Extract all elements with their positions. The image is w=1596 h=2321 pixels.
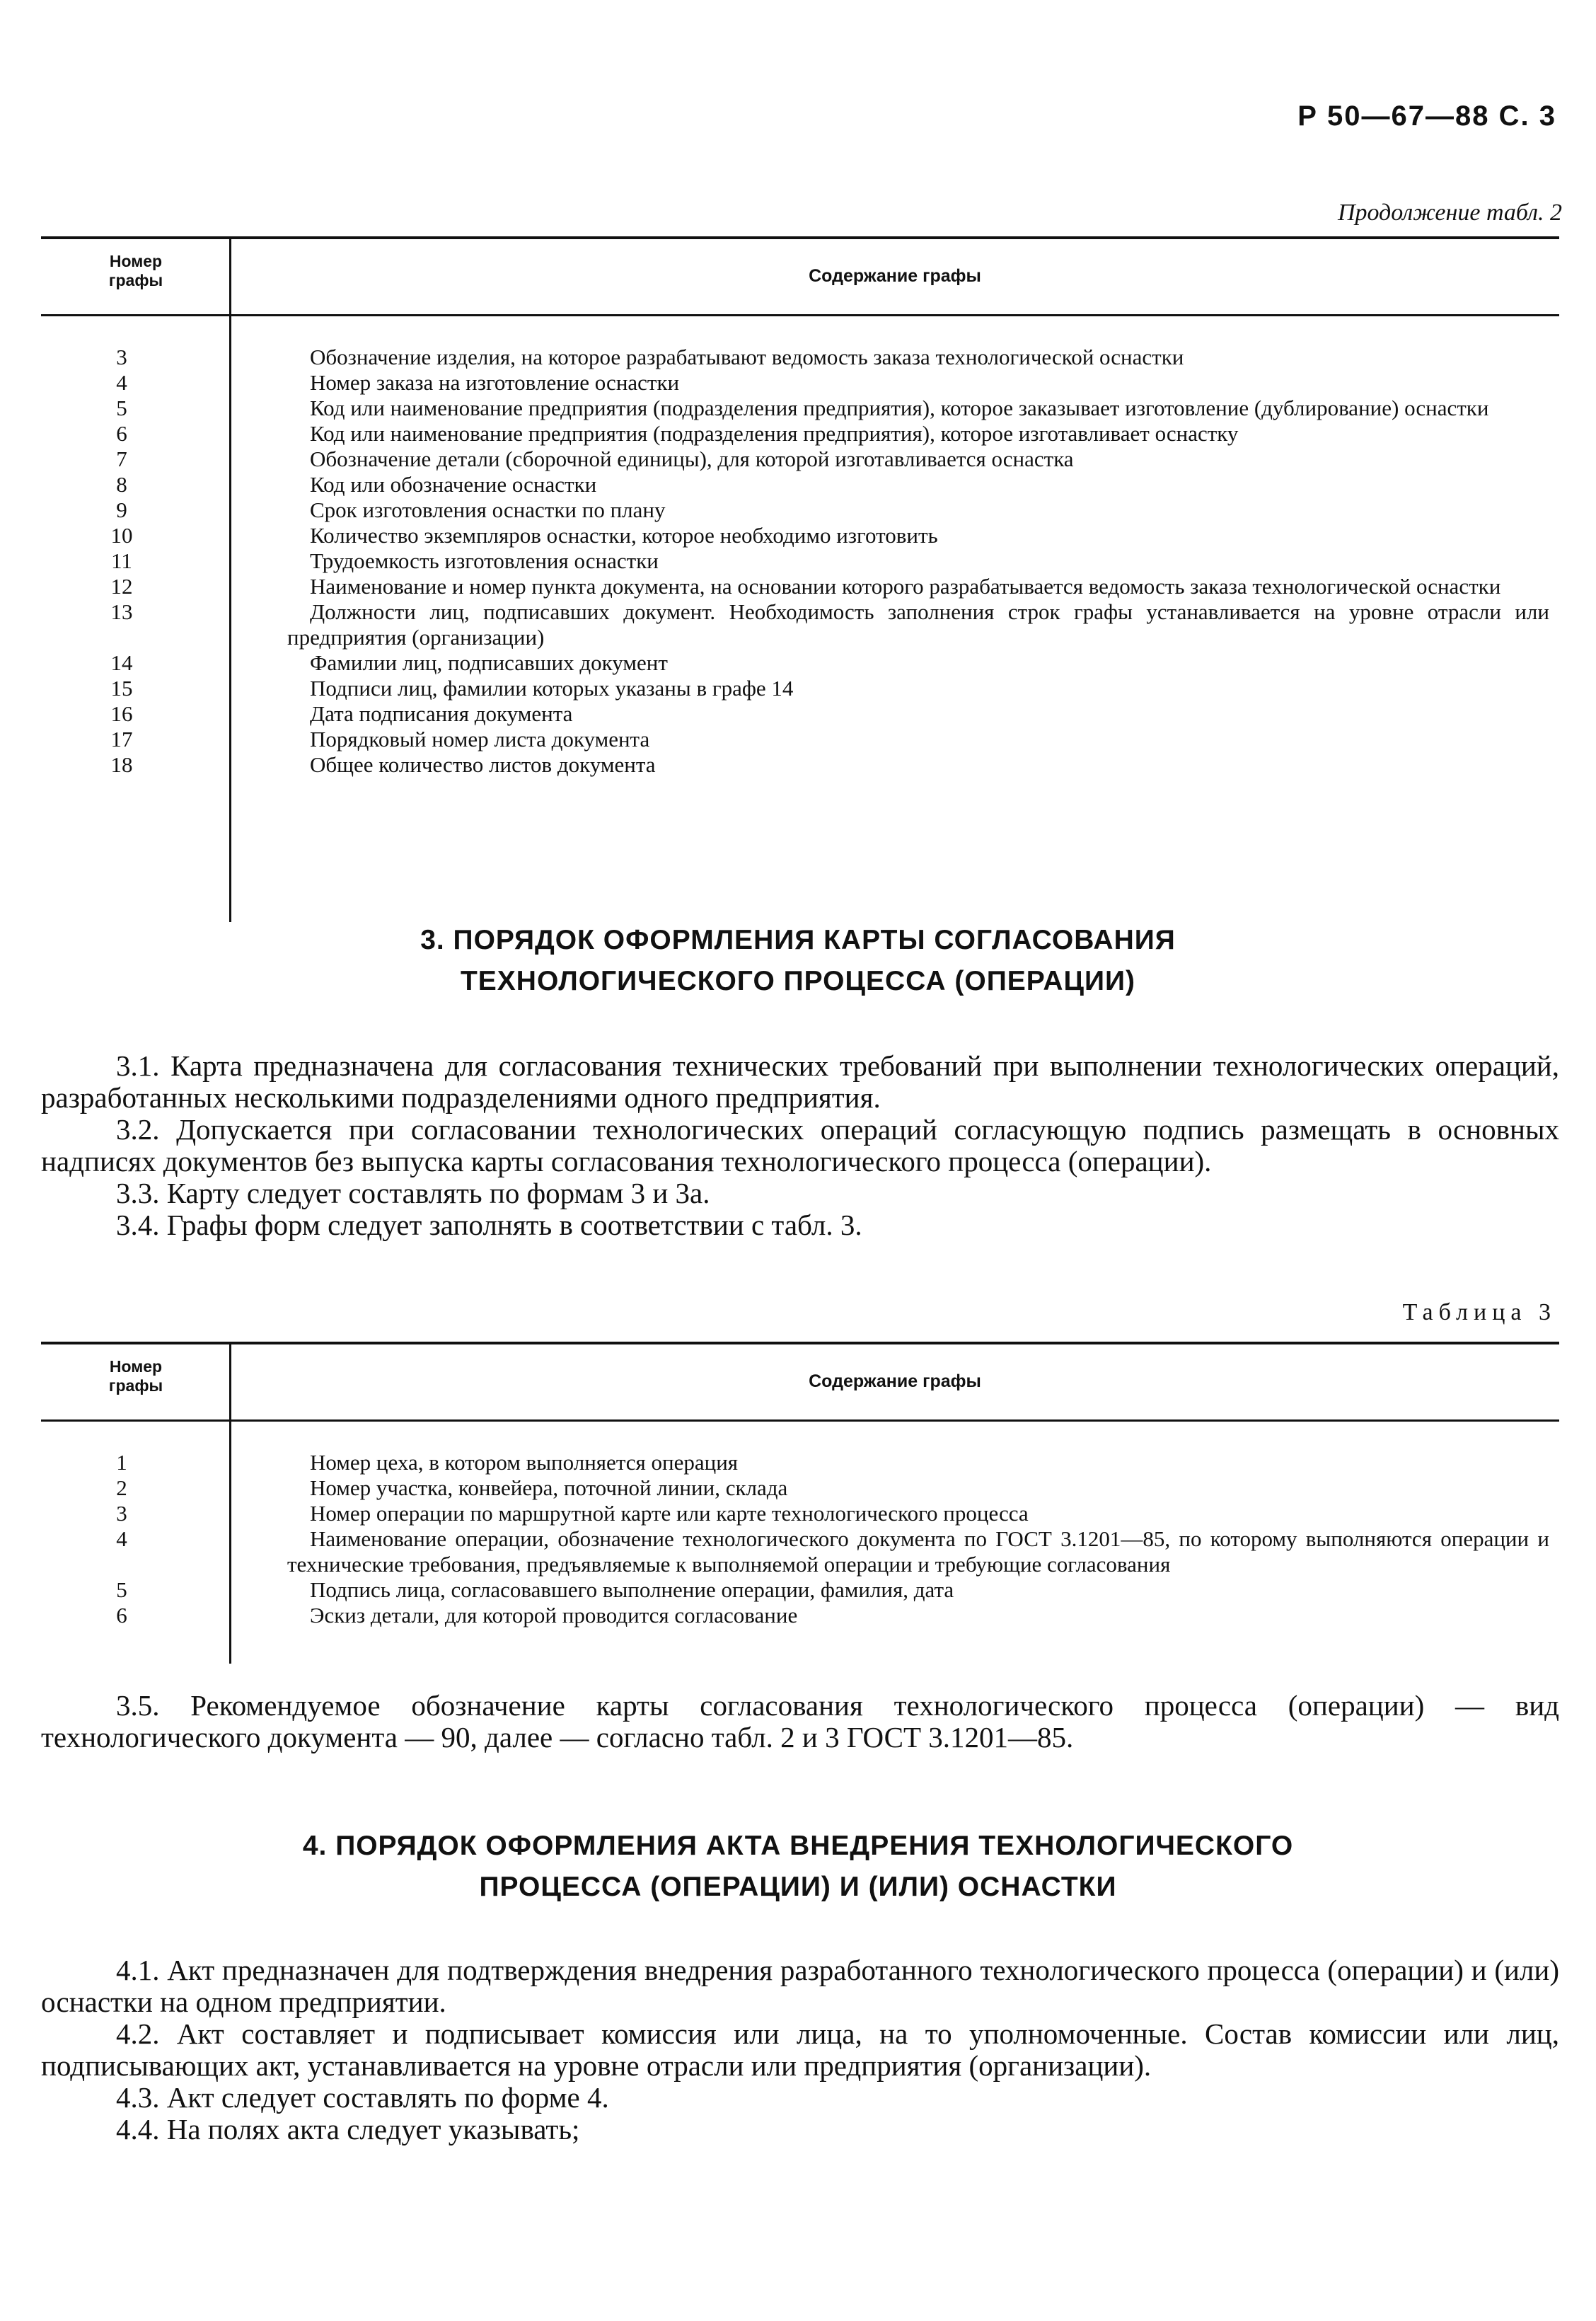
table2-body-divider bbox=[229, 316, 231, 922]
row-content: Подпись лица, согласовавшего выполнение операции, фамилия, дата bbox=[310, 1577, 954, 1602]
table2-col-num-header: Номер графы bbox=[108, 252, 163, 289]
row-content: Обозначение изделия, на которое разрабатывают ведомость заказа технологической оснастки bbox=[310, 345, 1184, 369]
table2-continuation-caption: Продолжение табл. 2 bbox=[1337, 200, 1562, 226]
table-row bbox=[41, 650, 1559, 676]
table3-body bbox=[41, 1422, 1559, 1628]
paragraph-4-4: 4.4. На полях акта следует указывать; bbox=[116, 2113, 580, 2146]
document-code: Р 50—67—88 С. 3 bbox=[1297, 100, 1556, 132]
row-content: Подписи лиц, фамилии которых указаны в графе 14 bbox=[310, 676, 794, 701]
table-row bbox=[41, 548, 1559, 574]
row-number: 8 bbox=[116, 472, 127, 497]
table3-header bbox=[41, 1344, 1559, 1422]
section4-title-line1: 4. ПОРЯДОК ОФОРМЛЕНИЯ АКТА ВНЕДРЕНИЯ ТЕХНОЛОГИЧЕСКОГО bbox=[302, 1831, 1294, 1861]
row-content: Код или обозначение оснастки bbox=[310, 472, 597, 497]
paragraph-3-2: 3.2. Допускается при согласовании технологических операций согласующую подпись размещать в основных надписях документов без выпуска карты согласования технологического процесса (операции). bbox=[41, 1113, 1559, 1177]
section3-title-line2: ТЕХНОЛОГИЧЕСКОГО ПРОЦЕССА (ОПЕРАЦИИ) bbox=[460, 966, 1136, 996]
row-content: Фамилии лиц, подписавших документ bbox=[310, 650, 668, 675]
row-content: Общее количество листов документа bbox=[310, 752, 656, 777]
table-row bbox=[41, 345, 1559, 370]
table-row bbox=[41, 396, 1559, 421]
table-row bbox=[41, 676, 1559, 701]
row-number: 6 bbox=[116, 421, 127, 446]
table-row bbox=[41, 1603, 1559, 1628]
table2-col-content-header: Содержание графы bbox=[809, 266, 981, 286]
row-number: 2 bbox=[116, 1475, 127, 1500]
table3-body-divider bbox=[229, 1422, 231, 1664]
row-number: 13 bbox=[110, 599, 133, 624]
row-content: Код или наименование предприятия (подразделения предприятия), которое заказывает изготовление (дублирование) оснастки bbox=[310, 396, 1489, 420]
table-row bbox=[41, 752, 1559, 778]
section4-title bbox=[0, 1826, 1596, 1908]
table-row bbox=[41, 727, 1559, 752]
row-content: Эскиз детали, для которой проводится согласование bbox=[310, 1603, 798, 1628]
paragraph-4-1: 4.1. Акт предназначен для подтверждения внедрения разработанного технологического процесса (операции) и (или) оснастки на одном предприятии. bbox=[41, 1954, 1559, 2018]
section4-title-line2: ПРОЦЕССА (ОПЕРАЦИИ) И (ИЛИ) ОСНАСТКИ bbox=[479, 1872, 1117, 1902]
row-number: 7 bbox=[116, 447, 127, 471]
row-number: 15 bbox=[110, 676, 133, 701]
row-number: 16 bbox=[110, 701, 133, 726]
table-row bbox=[41, 1526, 1559, 1577]
section4-paragraphs bbox=[41, 1954, 1559, 2146]
table3-caption: Таблица 3 bbox=[1402, 1299, 1556, 1325]
row-content: Срок изготовления оснастки по плану bbox=[310, 497, 666, 522]
row-content: Количество экземпляров оснастки, которое необходимо изготовить bbox=[310, 523, 938, 548]
row-content: Код или наименование предприятия (подразделения предприятия), которое изготавливает оснастку bbox=[310, 421, 1239, 446]
table-row bbox=[41, 497, 1559, 523]
row-number: 5 bbox=[116, 396, 127, 420]
row-number: 12 bbox=[110, 574, 133, 599]
table3-col-content-header: Содержание графы bbox=[809, 1371, 981, 1391]
row-content: Номер операции по маршрутной карте или карте технологического процесса bbox=[310, 1501, 1029, 1526]
row-content: Номер цеха, в котором выполняется операция bbox=[310, 1450, 739, 1475]
row-content: Порядковый номер листа документа bbox=[310, 727, 650, 751]
table3-header-divider bbox=[229, 1344, 231, 1419]
row-content: Номер участка, конвейера, поточной линии, склада bbox=[310, 1475, 788, 1500]
row-number: 14 bbox=[110, 650, 133, 675]
row-content: Наименование и номер пункта документа, на основании которого разрабатывается ведомость заказа технологической оснастки bbox=[310, 574, 1501, 599]
row-number: 17 bbox=[110, 727, 133, 751]
row-number: 3 bbox=[116, 1501, 127, 1526]
table2-header bbox=[41, 239, 1559, 316]
paragraph-4-3: 4.3. Акт следует составлять по форме 4. bbox=[116, 2081, 609, 2114]
table-row bbox=[41, 1450, 1559, 1475]
row-number: 9 bbox=[116, 497, 127, 522]
section3-title bbox=[0, 920, 1596, 1002]
table2-header-divider bbox=[229, 239, 231, 314]
row-content: Номер заказа на изготовление оснастки bbox=[310, 370, 680, 395]
table-row bbox=[41, 599, 1559, 650]
table-row bbox=[41, 574, 1559, 599]
row-content: Наименование операции, обозначение технологического документа по ГОСТ 3.1201—85, по которому выполняются операции и технические требования, предъявляемые к выполняемой операции и требующие согласования bbox=[287, 1526, 1549, 1577]
table-row bbox=[41, 1501, 1559, 1526]
row-number: 4 bbox=[116, 1526, 127, 1551]
row-number: 18 bbox=[110, 752, 133, 777]
table2 bbox=[41, 236, 1559, 778]
row-content: Дата подписания документа bbox=[310, 701, 573, 726]
table-row bbox=[41, 1475, 1559, 1501]
paragraph-3-1: 3.1. Карта предназначена для согласования технических требований при выполнении технологических операций, разработанных несколькими подразделениями одного предприятия. bbox=[41, 1049, 1559, 1114]
table-row bbox=[41, 370, 1559, 396]
table-row bbox=[41, 523, 1559, 548]
section3-title-line1: 3. ПОРЯДОК ОФОРМЛЕНИЯ КАРТЫ СОГЛАСОВАНИЯ bbox=[420, 925, 1176, 955]
paragraph-3-5: 3.5. Рекомендуемое обозначение карты согласования технологического процесса (операции) — вид технологического документа — 90, далее — согласно табл. 2 и 3 ГОСТ 3.1201—85. bbox=[41, 1689, 1559, 1753]
paragraph-3-4: 3.4. Графы форм следует заполнять в соответствии с табл. 3. bbox=[116, 1209, 862, 1241]
table3-col-num-header: Номер графы bbox=[108, 1357, 163, 1395]
section3-paragraphs bbox=[41, 1050, 1559, 1241]
row-number: 6 bbox=[116, 1603, 127, 1628]
section3-closing bbox=[41, 1690, 1559, 1753]
row-number: 4 bbox=[116, 370, 127, 395]
table-row bbox=[41, 1577, 1559, 1603]
paragraph-3-3: 3.3. Карту следует составлять по формам 3 и 3а. bbox=[116, 1177, 710, 1209]
table-row bbox=[41, 421, 1559, 447]
row-number: 5 bbox=[116, 1577, 127, 1602]
paragraph-4-2: 4.2. Акт составляет и подписывает комиссия или лица, на то уполномоченные. Состав комиссии или лиц, подписывающих акт, устанавливается на уровне отрасли или предприятия (организации). bbox=[41, 2017, 1559, 2082]
row-number: 11 bbox=[111, 548, 132, 573]
row-content: Должности лиц, подписавших документ. Необходимость заполнения строк графы устанавливается на уровне отрасли или предприятия (организации) bbox=[287, 599, 1549, 650]
table2-body bbox=[41, 316, 1559, 778]
table-row bbox=[41, 447, 1559, 472]
table3 bbox=[41, 1342, 1559, 1628]
table-row bbox=[41, 701, 1559, 727]
row-content: Обозначение детали (сборочной единицы), для которой изготавливается оснастка bbox=[310, 447, 1074, 471]
row-content: Трудоемкость изготовления оснастки bbox=[310, 548, 659, 573]
table-row bbox=[41, 472, 1559, 497]
row-number: 3 bbox=[116, 345, 127, 369]
row-number: 10 bbox=[110, 523, 133, 548]
row-number: 1 bbox=[116, 1450, 127, 1475]
